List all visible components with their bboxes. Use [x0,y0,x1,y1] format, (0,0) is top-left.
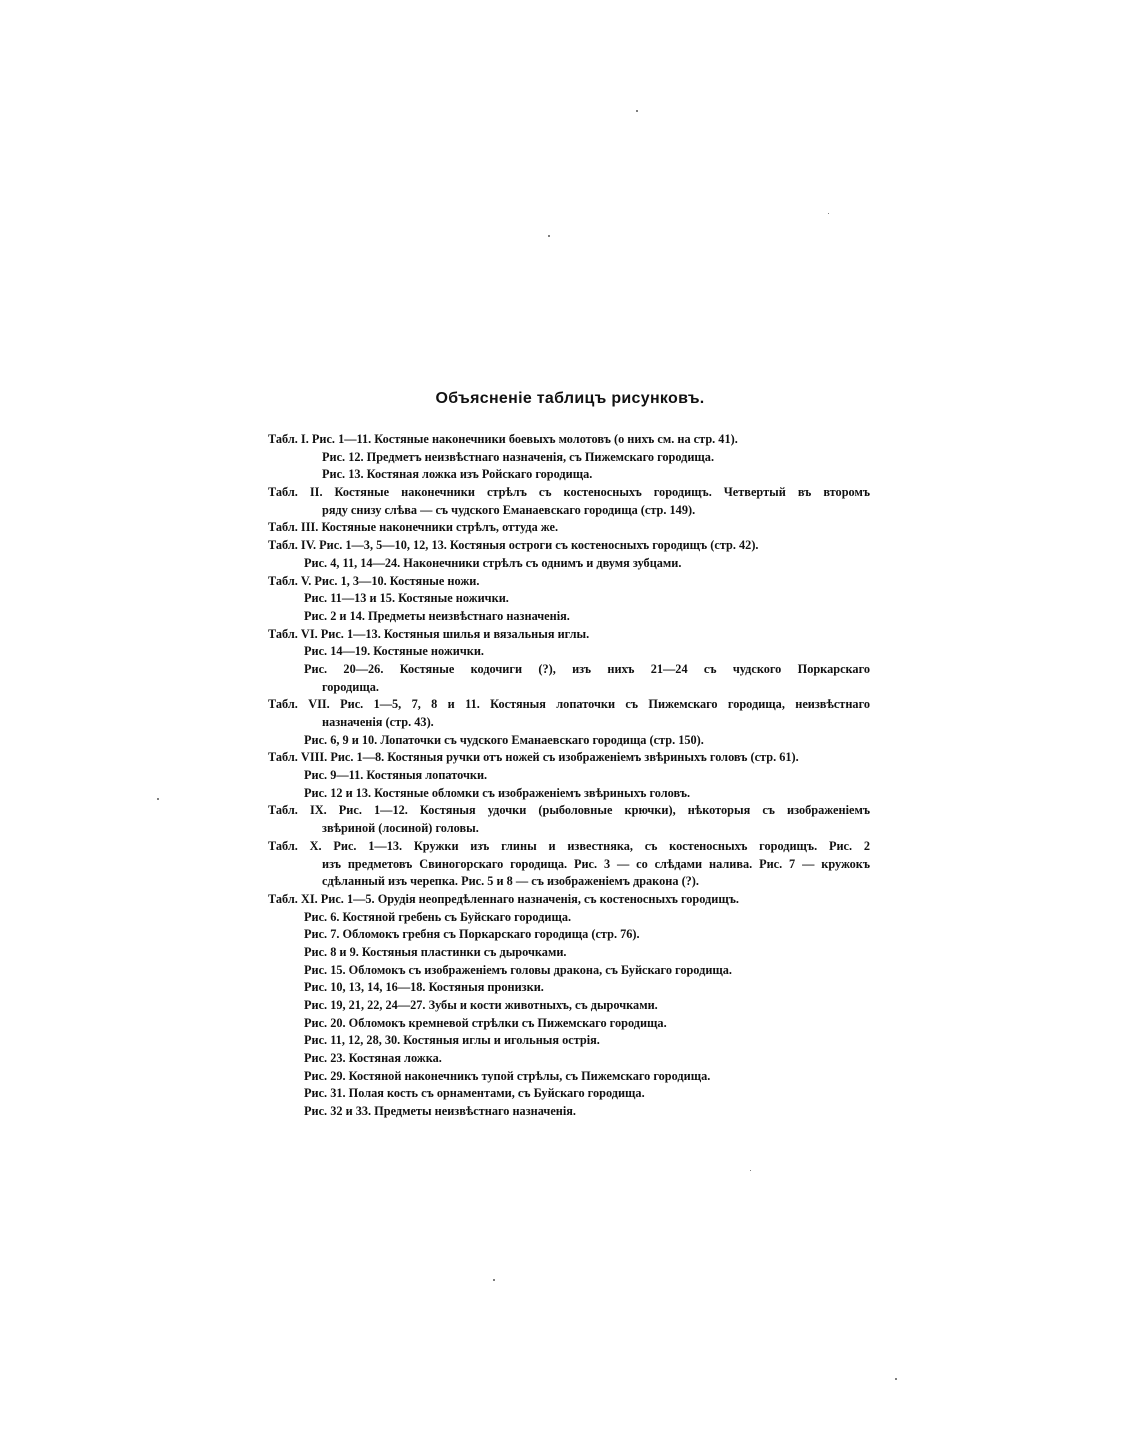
plate-entry-line: городища. [322,679,379,694]
plate-entry-line: Рис. 13. Костяная ложка изъ Ройскаго городища. [322,467,593,482]
plate-entry-line: Табл. II. Костяные наконечники стрѣлъ съ костеносныхъ городищъ. Четвертый въ второмъ [268,485,870,500]
plates-explanation-list [268,431,870,1121]
plate-entry-line: Рис. 11, 12, 28, 30. Костяныя иглы и игольныя острія. [304,1033,600,1048]
scan-speck [548,235,550,237]
plate-entry-line: Рис. 6, 9 и 10. Лопаточки съ чудского Еманаевскаго городища (стр. 150). [304,732,704,747]
plate-entry-line: Табл. IV. Рис. 1—3, 5—10, 12, 13. Костяныя остроги съ костеносныхъ городищъ (стр. 42). [268,538,759,553]
plate-entry-line: Рис. 12 и 13. Костяные обломки съ изображеніемъ звѣриныхъ головъ. [304,785,691,800]
plate-entry-line: Табл. IX. Рис. 1—12. Костяныя удочки (рыболовные крючки), нѣкоторыя съ изображеніемъ [268,803,870,818]
plate-entry-line: Рис. 15. Обломокъ съ изображеніемъ головы дракона, съ Буйскаго городища. [304,962,733,977]
plate-entry-line: Рис. 6. Костяной гребень съ Буйскаго городища. [304,909,572,924]
plate-entry-line: Рис. 11—13 и 15. Костяные ножички. [304,591,509,606]
scan-speck [828,213,829,214]
plate-entry-line: Рис. 19, 21, 22, 24—27. Зубы и кости животныхъ, съ дырочками. [304,998,658,1012]
plate-entry-line: Табл. VII. Рис. 1—5, 7, 8 и 11. Костяныя лопаточки съ Пижемскаго городища, неизвѣстнаго [268,697,870,712]
plate-entry-line: Рис. 29. Костяной наконечникъ тупой стрѣлы, съ Пижемскаго городища. [304,1068,711,1083]
plate-entry-line: Табл. I. Рис. 1—11. Костяные наконечники боевыхъ молотовъ (о нихъ см. на стр. 41). [268,432,738,446]
plate-entry-line: ряду снизу слѣва — съ чудского Еманаевскаго городища (стр. 149). [322,502,696,517]
plate-entry-line: Табл. VIII. Рис. 1—8. Костяныя ручки отъ ножей съ изображеніемъ звѣриныхъ головъ (стр. 61). [268,750,799,765]
plate-entry-line: Рис. 14—19. Костяные ножички. [304,644,485,659]
scan-speck [636,110,638,112]
plate-entry-line: Рис. 32 и 33. Предметы неизвѣстнаго назначенія. [304,1104,577,1119]
plate-entry-line: Рис. 7. Обломокъ гребня съ Поркарскаго городища (стр. 76). [304,927,640,942]
plate-entry-line: сдѣланный изъ черепка. Рис. 5 и 8 — съ изображеніемъ дракона (?). [322,874,699,889]
plate-entry-line: Рис. 10, 13, 14, 16—18. Костяныя пронизки. [304,980,544,995]
plate-entry-line: Рис. 20. Обломокъ кремневой стрѣлки съ Пижемскаго городища. [304,1015,667,1030]
plate-entry-line: звѣриной (лосиной) головы. [322,821,479,836]
scan-speck [895,1378,897,1380]
plate-entry-line: Рис. 8 и 9. Костяныя пластинки съ дырочками. [304,944,567,959]
plate-entry-line: Рис. 4, 11, 14—24. Наконечники стрѣлъ съ однимъ и двумя зубцами. [304,555,682,570]
plate-entry-line: Табл. X. Рис. 1—13. Кружки изъ глины и известняка, съ костеносныхъ городищъ. Рис. 2 [268,838,870,853]
plate-entry-line: Рис. 2 и 14. Предметы неизвѣстнаго назначенія. [304,608,570,623]
plate-entry-line: Рис. 12. Предметъ неизвѣстнаго назначенія, съ Пижемскаго городища. [322,449,715,464]
plate-entry-line: Табл. V. Рис. 1, 3—10. Костяные ножи. [268,573,480,588]
page-title: Объясненіе таблицъ рисунковъ. [435,390,705,407]
plate-entry-line: Рис. 31. Полая кость съ орнаментами, съ Буйскаго городища. [304,1086,645,1101]
plate-entry-line: Табл. XI. Рис. 1—5. Орудія неопредѣленнаго назначенія, съ костеносныхъ городищъ. [268,891,739,906]
plate-entry-line: назначенія (стр. 43). [322,715,434,729]
scan-speck [157,798,159,800]
plate-entry-line: Рис. 9—11. Костяныя лопаточки. [304,768,488,783]
scan-speck [750,1170,751,1171]
plate-entry-line: Табл. III. Костяные наконечники стрѣлъ, оттуда же. [268,520,559,535]
scan-speck [493,1279,495,1281]
plate-entry-line: изъ предметовъ Свиногорскаго городища. Рис. 3 — со слѣдами налива. Рис. 7 — кружокъ [322,856,870,871]
plate-entry-line: Рис. 20—26. Костяные кодочиги (?), изъ нихъ 21—24 съ чудского Поркарскаго [304,661,870,676]
plate-entry-line: Рис. 23. Костяная ложка. [304,1051,442,1066]
plate-entry-line: Табл. VI. Рис. 1—13. Костяныя шилья и вязальныя иглы. [268,626,590,641]
